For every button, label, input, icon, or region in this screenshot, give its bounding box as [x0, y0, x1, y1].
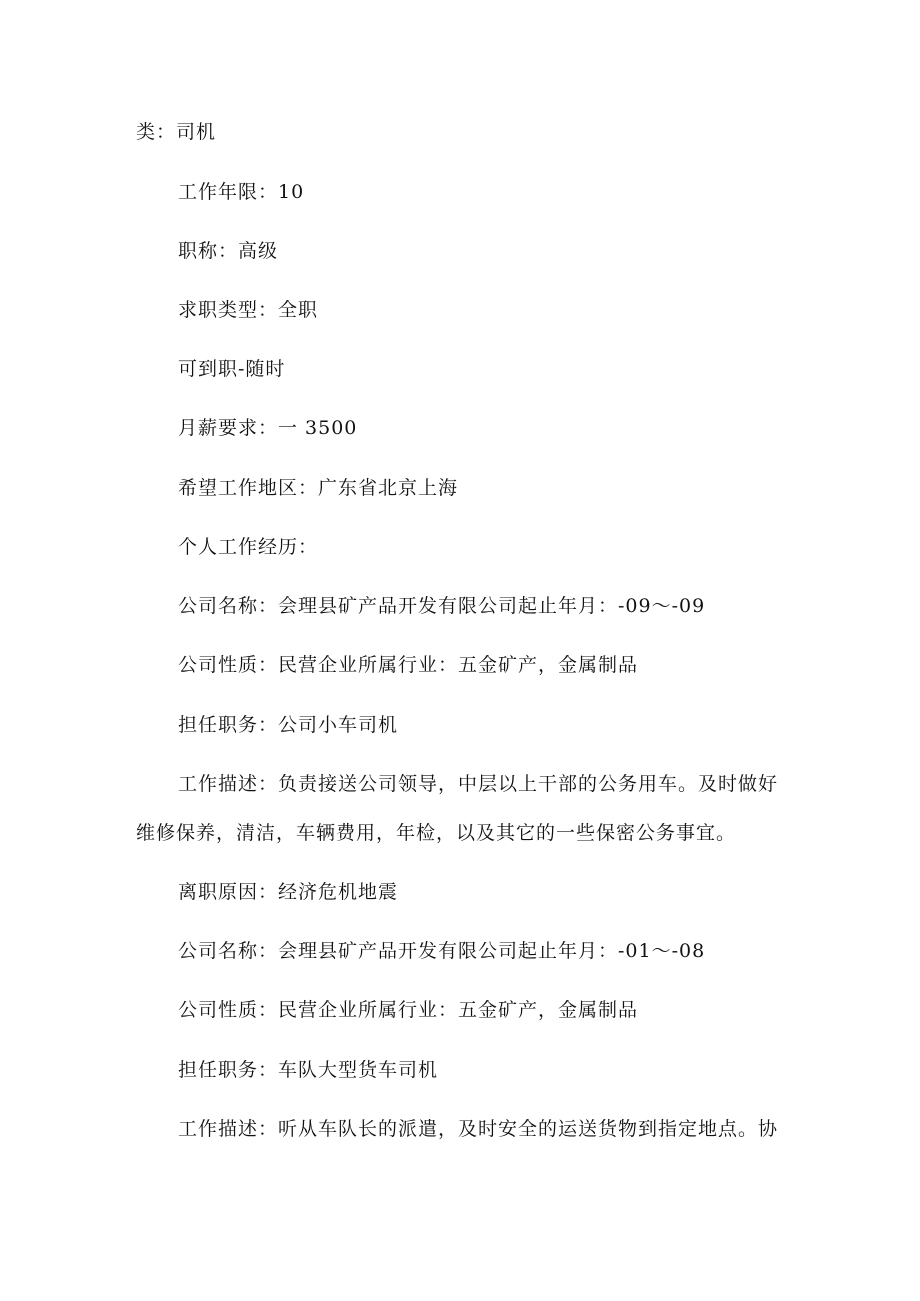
work-history-heading: 个人工作经历： [178, 536, 319, 558]
position-line-2: 担任职务：车队大型货车司机 [178, 1059, 439, 1081]
title-line: 职称：高级 [178, 240, 279, 262]
company-nature-line-2: 公司性质：民营企业所属行业：五金矿产，金属制品 [178, 999, 639, 1021]
job-description-line-2: 工作描述：听从车队长的派遣，及时安全的运送货物到指定地点。协 [178, 1118, 779, 1140]
job-description-line-1-cont: 维修保养，清洁，车辆费用，年检，以及其它的一些保密公务事宜。 [136, 822, 737, 844]
company-nature-line-1: 公司性质：民营企业所属行业：五金矿产，金属制品 [178, 654, 639, 676]
availability-line: 可到职-随时 [178, 358, 286, 380]
job-type-line: 求职类型：全职 [178, 299, 319, 321]
position-line-1: 担任职务：公司小车司机 [178, 714, 399, 736]
leave-reason-line-1: 离职原因：经济危机地震 [178, 881, 399, 903]
job-description-line-1: 工作描述：负责接送公司领导，中层以上干部的公务用车。及时做好 [178, 773, 779, 795]
preferred-region-line: 希望工作地区：广东省北京上海 [178, 477, 459, 499]
company-name-line-1: 公司名称：会理县矿产品开发有限公司起止年月：-09～-09 [178, 595, 706, 617]
company-name-line-2: 公司名称：会理县矿产品开发有限公司起止年月：-01～-08 [178, 940, 706, 962]
salary-line: 月薪要求：一 3500 [178, 417, 358, 439]
work-years-line: 工作年限：10 [178, 181, 305, 203]
job-category-line: 类：司机 [136, 121, 217, 143]
